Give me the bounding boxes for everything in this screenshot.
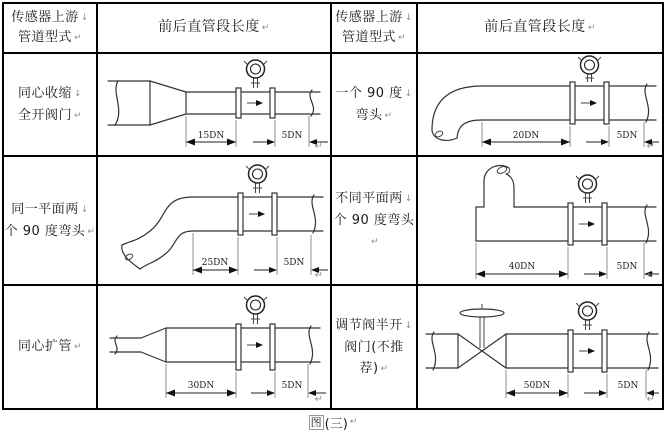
diagram-two-elbows-same-plane — [98, 157, 332, 286]
dimension-upstream — [166, 364, 236, 398]
upstream-pipe-expander-icon — [110, 328, 236, 362]
installation-requirements-table — [2, 2, 664, 410]
type-label-line: 同心收缩 — [17, 85, 72, 101]
pipe-break-icon — [647, 332, 651, 370]
paragraph-mark: ↵ — [646, 141, 655, 152]
dimension-label: 40DN — [508, 262, 536, 272]
soft-return-mark: ↓ — [404, 320, 413, 331]
downstream-pipe — [607, 332, 658, 370]
diagram-svg — [98, 157, 330, 284]
flow-arrow-icon — [247, 342, 263, 348]
pipe-break-icon — [310, 90, 314, 116]
paragraph-mark: ↵ — [397, 33, 407, 43]
dimension-label: 5DN — [281, 381, 303, 391]
paragraph-mark: ↵ — [646, 394, 655, 405]
header-straight-length-1 — [98, 4, 332, 54]
pipe-break-icon — [124, 253, 133, 261]
header-line: 前后直管段长度 — [158, 19, 260, 35]
downstream-pipe — [607, 205, 656, 243]
downstream-pipe — [275, 326, 320, 364]
type-label-line: 弯头 — [355, 107, 383, 123]
figure-caption-char: 图 — [310, 415, 322, 429]
figure-caption — [2, 410, 664, 434]
downstream-pipe — [277, 195, 323, 233]
regulating-valve-icon — [426, 304, 568, 370]
label-single-90-elbow — [332, 54, 418, 157]
type-label-line: 一个 90 度 — [335, 85, 403, 101]
pipe-break-icon — [432, 332, 436, 370]
upstream-pipe-reducer-icon — [108, 81, 236, 125]
type-label-line: 个 90 度弯头 — [4, 223, 86, 239]
diagram-svg — [418, 54, 660, 155]
soft-return-mark: ↓ — [73, 88, 83, 99]
flow-arrow-icon — [249, 211, 265, 217]
soft-return-mark: ↓ — [80, 204, 89, 215]
header-sensor-type-1 — [4, 4, 98, 54]
dimension-upstream — [506, 370, 568, 398]
header-sensor-type-2 — [332, 4, 418, 54]
pipe-break-icon — [115, 336, 117, 354]
soft-return-mark: ↓ — [404, 194, 413, 204]
flowmeter-icon — [236, 296, 275, 370]
flow-arrow-icon — [579, 348, 595, 354]
dimension-label: 30DN — [187, 381, 215, 391]
flow-arrow-icon — [581, 100, 597, 106]
paragraph-mark: ↵ — [87, 226, 96, 237]
soft-return-mark: ↓ — [404, 13, 413, 23]
diagram-svg — [418, 286, 660, 406]
dimension-label: 50DN — [523, 381, 551, 391]
handwheel-icon — [460, 309, 504, 317]
out-of-plane-elbow-icon — [476, 165, 568, 241]
type-label-line: 同心扩管 — [17, 339, 72, 354]
paragraph-mark: ↵ — [370, 237, 380, 247]
pipe-break-icon — [309, 326, 313, 364]
dimension-downstream — [254, 235, 328, 275]
diagram-single-90-elbow — [418, 54, 662, 157]
header-straight-length-2 — [418, 4, 662, 54]
label-half-open-valve — [332, 286, 418, 408]
pipe-break-icon — [115, 81, 119, 125]
paragraph-mark: ↵ — [587, 23, 596, 33]
dimension-label: 15DN — [197, 131, 225, 141]
label-two-elbows-different-plane — [332, 157, 418, 286]
paragraph-mark: ↵ — [314, 394, 323, 405]
flowmeter-icon — [568, 302, 607, 372]
dimension-label: 20DN — [512, 131, 540, 141]
elbow-90-icon — [432, 86, 570, 140]
flowmeter-icon — [568, 175, 607, 245]
flowmeter-icon — [238, 165, 277, 235]
type-label-line: 同一平面两 — [11, 201, 79, 217]
header-line: 前后直管段长度 — [484, 19, 586, 35]
diagram-concentric-reducer — [98, 54, 332, 157]
flow-arrow-icon — [247, 100, 263, 106]
header-line: 管道型式 — [341, 30, 396, 45]
soft-return-mark: ↓ — [80, 13, 89, 23]
diagram-svg — [418, 157, 660, 284]
dimension-label: 5DN — [616, 131, 638, 141]
dimension-upstream — [193, 233, 238, 275]
dimension-label: 5DN — [283, 258, 305, 268]
diagram-svg — [98, 286, 330, 406]
type-label-line: 全开阀门 — [17, 107, 72, 123]
diagram-two-elbows-different-plane — [418, 157, 662, 286]
paragraph-mark: ↵ — [73, 33, 83, 43]
paragraph-mark: ↵ — [73, 342, 83, 352]
downstream-pipe — [609, 84, 656, 122]
pipe-break-icon — [434, 130, 443, 138]
dimension-label: 25DN — [201, 258, 229, 268]
paragraph-mark: ↵ — [314, 270, 323, 281]
label-concentric-reducer-valve — [4, 54, 98, 157]
type-label-line: 个 90 度弯头 — [333, 213, 415, 228]
dimension-upstream — [482, 122, 570, 147]
header-line: 管道型式 — [17, 30, 72, 45]
dimension-downstream — [251, 364, 326, 398]
figure-caption-text: (三) — [324, 416, 348, 432]
paragraph-mark: ↵ — [73, 110, 83, 121]
flow-arrow-icon — [579, 221, 595, 227]
diagram-half-open-valve — [418, 286, 662, 408]
paragraph-mark: ↵ — [384, 110, 393, 121]
type-label-line: 不同平面两 — [335, 191, 403, 206]
diagram-concentric-expander — [98, 286, 332, 408]
paragraph-mark: ↵ — [349, 417, 358, 427]
label-two-elbows-same-plane — [4, 157, 98, 286]
dimension-label: 5DN — [617, 381, 639, 391]
paragraph-mark: ↵ — [261, 23, 270, 33]
flowmeter-icon — [236, 60, 275, 118]
pipe-break-icon — [312, 195, 316, 233]
pipe-break-icon — [645, 205, 649, 243]
dimension-label: 5DN — [616, 262, 638, 272]
label-concentric-expander — [4, 286, 98, 408]
flowmeter-icon — [570, 56, 609, 124]
header-line: 传感器上游 — [11, 10, 79, 25]
diagram-svg — [98, 54, 330, 155]
downstream-pipe — [275, 90, 320, 116]
type-label-line: 调节阀半开 — [335, 317, 403, 333]
paragraph-mark: ↵ — [646, 270, 655, 281]
dimension-label: 5DN — [281, 131, 303, 141]
dimension-upstream — [186, 116, 236, 147]
soft-return-mark: ↓ — [404, 88, 413, 99]
header-line: 传感器上游 — [335, 10, 403, 25]
dimension-upstream — [476, 243, 568, 279]
paragraph-mark: ↵ — [380, 363, 389, 374]
type-label-line: 阀门(不推荐) — [344, 339, 404, 376]
pipe-break-icon — [645, 84, 649, 122]
paragraph-mark: ↵ — [314, 141, 323, 152]
